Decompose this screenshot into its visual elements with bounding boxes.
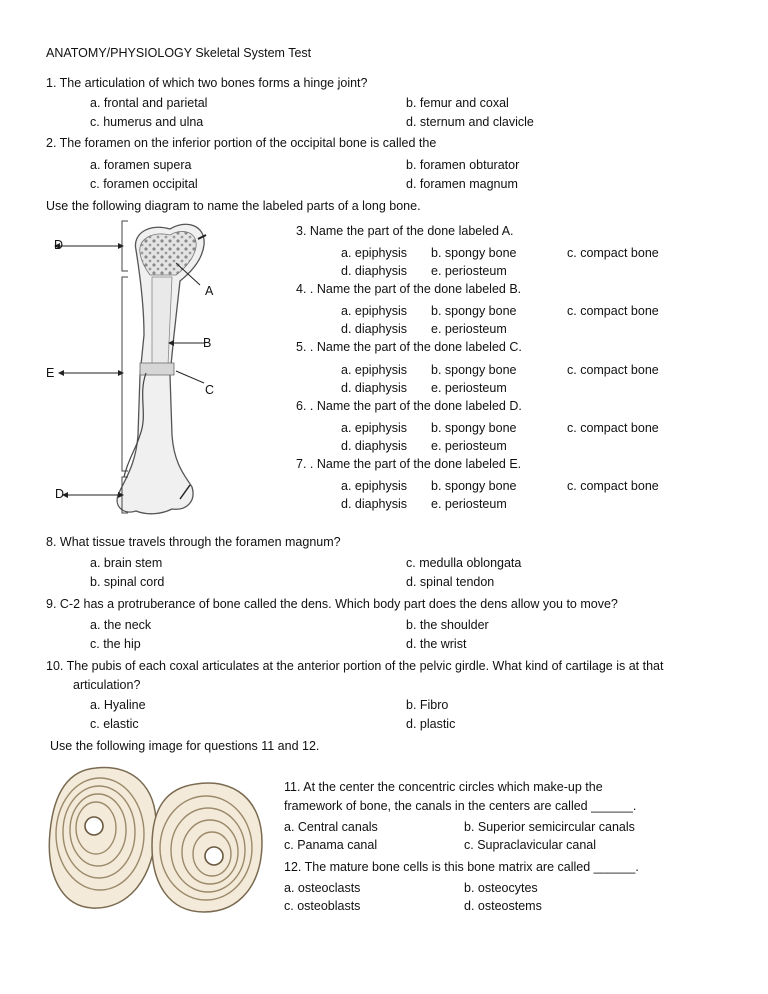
q10-question-line2: articulation?: [73, 678, 141, 692]
q4-option-a[interactable]: a. epiphysis: [341, 304, 408, 318]
q10-option-a[interactable]: a. Hyaline: [90, 698, 146, 712]
q6-question: 6. . Name the part of the done labeled D.: [296, 399, 522, 413]
label-d-top: D: [54, 238, 64, 252]
q5-option-d[interactable]: d. diaphysis: [341, 381, 408, 395]
q1-option-c[interactable]: c. humerus and ulna: [90, 115, 204, 129]
q11-option-c[interactable]: c. Panama canal: [284, 838, 378, 852]
q6-option-a[interactable]: a. epiphysis: [341, 421, 408, 435]
osteon-diagram: [44, 760, 270, 920]
q11-option-d[interactable]: c. Supraclavicular canal: [464, 838, 597, 852]
q8-option-c[interactable]: c. medulla oblongata: [406, 556, 522, 570]
central-canal: [85, 817, 103, 835]
q11-question-line1: 11. At the center the concentric circles which make-up the: [284, 780, 603, 794]
page-title: ANATOMY/PHYSIOLOGY Skeletal System Test: [46, 46, 312, 60]
q9-option-b[interactable]: b. the shoulder: [406, 618, 489, 632]
q5-question: 5. . Name the part of the done labeled C.: [296, 340, 522, 354]
q6-option-c[interactable]: c. compact bone: [567, 421, 659, 435]
q9-option-d[interactable]: d. the wrist: [406, 637, 467, 651]
q5-option-b[interactable]: b. spongy bone: [431, 363, 517, 377]
q5-option-c[interactable]: c. compact bone: [567, 363, 659, 377]
q12-option-b[interactable]: b. osteocytes: [464, 881, 538, 895]
q10-option-b[interactable]: b. Fibro: [406, 698, 449, 712]
q8-option-d[interactable]: d. spinal tendon: [406, 575, 495, 589]
q4-option-b[interactable]: b. spongy bone: [431, 304, 517, 318]
medullary-cavity: [152, 277, 172, 365]
image-instruction: Use the following image for questions 11 and 12.: [50, 739, 320, 753]
periosteum-band: [140, 363, 174, 375]
osteon-left: [49, 768, 156, 909]
label-e: E: [46, 366, 55, 380]
q9-option-a[interactable]: a. the neck: [90, 618, 152, 632]
q6-option-b[interactable]: b. spongy bone: [431, 421, 517, 435]
q10-option-d[interactable]: d. plastic: [406, 717, 456, 731]
q7-question: 7. . Name the part of the done labeled E.: [296, 457, 522, 471]
q1-option-b[interactable]: b. femur and coxal: [406, 96, 509, 110]
q12-question: 12. The mature bone cells is this bone matrix are called ______.: [284, 860, 639, 874]
q3-option-a[interactable]: a. epiphysis: [341, 246, 408, 260]
q3-option-b[interactable]: b. spongy bone: [431, 246, 517, 260]
long-bone-diagram: [40, 215, 280, 525]
label-a: A: [205, 284, 214, 298]
q8-question: 8. What tissue travels through the foramen magnum?: [46, 535, 341, 549]
q11-option-b[interactable]: b. Superior semicircular canals: [464, 820, 635, 834]
q7-option-d[interactable]: d. diaphysis: [341, 497, 408, 511]
q6-option-e[interactable]: e. periosteum: [431, 439, 507, 453]
q4-question: 4. . Name the part of the done labeled B.: [296, 282, 522, 296]
q12-option-d[interactable]: d. osteostems: [464, 899, 542, 913]
diagram-instruction: Use the following diagram to name the labeled parts of a long bone.: [46, 199, 421, 213]
q5-option-e[interactable]: e. periosteum: [431, 381, 507, 395]
q3-option-d[interactable]: d. diaphysis: [341, 264, 408, 278]
q1-option-a[interactable]: a. frontal and parietal: [90, 96, 208, 110]
q3-question: 3. Name the part of the done labeled A.: [296, 224, 514, 238]
label-c: C: [205, 383, 215, 397]
q3-option-e[interactable]: e. periosteum: [431, 264, 507, 278]
q7-option-c[interactable]: c. compact bone: [567, 479, 659, 493]
q4-option-c[interactable]: c. compact bone: [567, 304, 659, 318]
q5-option-a[interactable]: a. epiphysis: [341, 363, 408, 377]
q12-option-c[interactable]: c. osteoblasts: [284, 899, 361, 913]
central-canal: [205, 847, 223, 865]
q2-question: 2. The foramen on the inferior portion of the occipital bone is called the: [46, 136, 437, 150]
pointer-c: [176, 371, 204, 383]
bracket-middle: [122, 277, 128, 471]
q2-option-d[interactable]: d. foramen magnum: [406, 177, 518, 191]
q11-option-a[interactable]: a. Central canals: [284, 820, 378, 834]
osteon-right: [152, 783, 262, 912]
q9-question: 9. C-2 has a protruberance of bone called the dens. Which body part does the dens allow you to move?: [46, 597, 618, 611]
q12-option-a[interactable]: a. osteoclasts: [284, 881, 361, 895]
q6-option-d[interactable]: d. diaphysis: [341, 439, 408, 453]
q10-question-line1: 10. The pubis of each coxal articulates at the anterior portion of the pelvic girdle. What kind of cartilage is at that: [46, 659, 664, 673]
label-b: B: [203, 336, 212, 350]
q7-option-e[interactable]: e. periosteum: [431, 497, 507, 511]
label-d-bottom: D: [55, 487, 65, 501]
q2-option-c[interactable]: c. foramen occipital: [90, 177, 198, 191]
q8-option-b[interactable]: b. spinal cord: [90, 575, 165, 589]
q10-option-c[interactable]: c. elastic: [90, 717, 139, 731]
q8-option-a[interactable]: a. brain stem: [90, 556, 163, 570]
q1-question: 1. The articulation of which two bones forms a hinge joint?: [46, 76, 368, 90]
q4-option-d[interactable]: d. diaphysis: [341, 322, 408, 336]
q11-question-line2: framework of bone, the canals in the centers are called ______.: [284, 799, 637, 813]
q7-option-b[interactable]: b. spongy bone: [431, 479, 517, 493]
q7-option-a[interactable]: a. epiphysis: [341, 479, 408, 493]
q2-option-b[interactable]: b. foramen obturator: [406, 158, 520, 172]
q3-option-c[interactable]: c. compact bone: [567, 246, 659, 260]
q4-option-e[interactable]: e. periosteum: [431, 322, 507, 336]
q2-option-a[interactable]: a. foramen supera: [90, 158, 192, 172]
q1-option-d[interactable]: d. sternum and clavicle: [406, 115, 534, 129]
q9-option-c[interactable]: c. the hip: [90, 637, 141, 651]
